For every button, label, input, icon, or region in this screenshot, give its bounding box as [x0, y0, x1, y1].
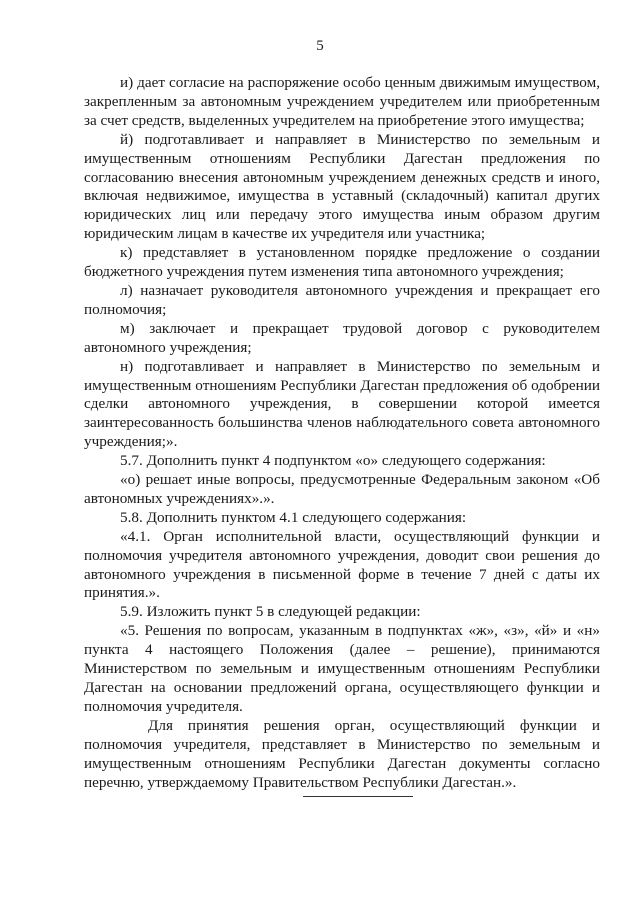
paragraph-short-i: й) подготавливает и направляет в Министерство по земельным и имущественным отношениям Республики Дагестан предложения по согласованию внесения автономным учреждением денежных средств и иного, включая недвижимое, имущества в уставный (складочный) капитал других юридических лиц или передачу этого имущества иным образом другим юридическим лицам в качестве их учредителя или участника; [84, 130, 600, 243]
paragraph-n: н) подготавливает и направляет в Министерство по земельным и имущественным отношениям Республики Дагестан предложения об одобрении сделки автономного учреждения, в совершении которой имеется заинтересованность большинства членов наблюдательного совета автономного учреждения;». [84, 357, 600, 451]
paragraph-o: «о) решает иные вопросы, предусмотренные Федеральным законом «Об автономных учреждениях».». [84, 471, 600, 507]
paragraph-l: л) назначает руководителя автономного учреждения и прекращает его полномочия; [84, 281, 600, 318]
paragraph-i: и) дает согласие на распоряжение особо ценным движимым имуществом, закрепленным за автономным учреждением учредителем или приобретенным за счет средств, выделенных учредителем на приобретение этого имущества; [84, 74, 600, 129]
paragraph-m: м) заключает и прекращает трудовой договор с руководителем автономного учреждения; [84, 319, 600, 356]
document-body [84, 74, 600, 792]
page-number: 5 [316, 38, 324, 54]
paragraph-k: к) представляет в установленном порядке предложение о создании бюджетного учреждения путем изменения типа автономного учреждения; [84, 244, 600, 281]
paragraph-5-9: 5.9. Изложить пункт 5 в следующей редакции: [120, 603, 421, 621]
paragraph-final: Для принятия решения орган, осуществляющий функции и полномочия учредителя, представляет в Министерство по земельным и имущественным отношениям Республики Дагестан документы согласно перечню, утверждаемому Правительством Республики Дагестан.». [84, 716, 600, 791]
paragraph-5: «5. Решения по вопросам, указанным в подпунктах «ж», «з», «й» и «н» пункта 4 настоящего Положения (далее – решение), принимаются Министерством по земельным и имущественным отношениям Республики Дагестан на основании предложений органа, осуществляющего функции и полномочия учредителя. [84, 622, 600, 715]
paragraph-5-8: 5.8. Дополнить пунктом 4.1 следующего содержания: [120, 508, 467, 526]
closing-rule [303, 796, 413, 797]
paragraph-5-7: 5.7. Дополнить пункт 4 подпунктом «о» следующего содержания: [120, 452, 546, 470]
paragraph-4-1: «4.1. Орган исполнительной власти, осуществляющий функции и полномочия учредителя автономного учреждения, доводит свои решения до автономного учреждения в письменной форме в течение 7 дней с даты их принятия.». [84, 527, 600, 602]
